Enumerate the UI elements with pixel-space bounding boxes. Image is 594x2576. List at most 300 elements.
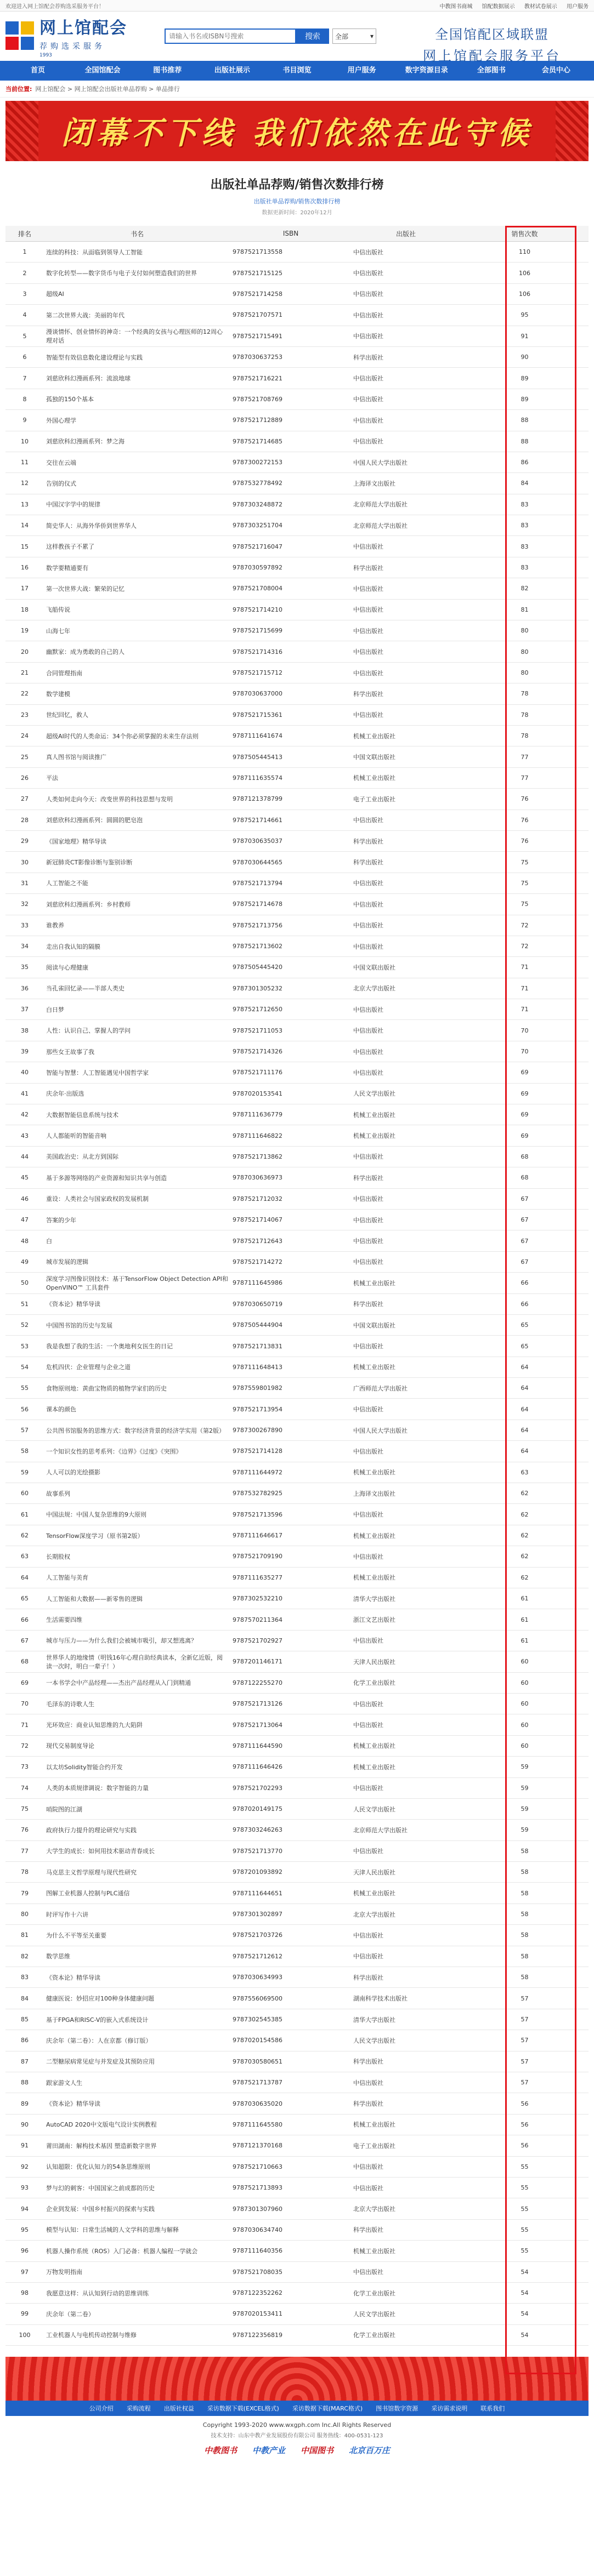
publisher-cell: 化学工业出版社 [351,1672,461,1693]
count-cell: 70 [461,1020,589,1041]
footer-link-needs[interactable]: 采访需求说明 [431,2405,468,2413]
isbn-cell: 9787111645580 [230,2114,351,2135]
title-cell[interactable]: 庆余年（第二卷） [44,2304,230,2324]
title-cell[interactable]: 《国家地理》精华导读 [44,830,230,851]
top-link-mall[interactable]: 中教图书商城 [439,3,473,10]
table-row [5,936,589,956]
isbn-cell: 9787521703726 [230,1925,351,1946]
title-cell[interactable]: 庆余年·出版选 [44,1083,230,1104]
title-cell[interactable]: 世界华人的地缘情（明钱16年心理自助经典读本，全新亿近版，阅读一次时，明白一辈子！） [44,1651,230,1672]
nav-recommend[interactable]: 图书推荐 [153,66,182,75]
publisher-cell: 上海译文出版社 [351,473,461,494]
table-row [5,1988,589,2009]
table-row [5,1525,589,1546]
count-cell: 75 [461,873,589,893]
search-input[interactable] [165,29,296,44]
title-cell[interactable]: 智能与智慧：人工智能遇见中国哲学家 [44,1062,230,1083]
count-cell: 62 [461,1483,589,1504]
publisher-cell: 中信出版社 [351,326,461,346]
table-row [5,957,589,978]
title-cell[interactable]: 超级AI时代的人类命运：34个你必须掌握的未来生存法则 [44,725,230,746]
publisher-cell: 中国文联出版社 [351,1314,461,1335]
isbn-cell: 9787521714685 [230,431,351,452]
title-cell[interactable]: 危机四伏：企业管理与企业之道 [44,1357,230,1377]
banner-ornament-left [5,101,38,161]
title-cell[interactable]: 谁教养 [44,915,230,936]
rank-cell: 13 [5,494,44,515]
isbn-cell: 9787521713770 [230,1840,351,1861]
isbn-cell: 9787521713064 [230,1714,351,1735]
title-cell[interactable]: 大数据智能信息系统与技术 [44,1104,230,1125]
table-row [5,1441,589,1462]
title-cell[interactable]: 漫谈情怀、创业情怀的神奇：一个经典的女孩与心理医师的12周心理对话 [44,326,230,346]
partner-logo-4[interactable]: 北京百万庄 [349,2446,391,2456]
title-cell[interactable]: 基于多源等网络的产业资源和知识共享与创造 [44,1167,230,1188]
publisher-cell: 中国人民大学出版社 [351,452,461,472]
count-cell: 78 [461,683,589,704]
publisher-cell: 中信出版社 [351,536,461,557]
title-cell[interactable]: 人性：认识自己、掌握人的学问 [44,1020,230,1041]
title-cell[interactable]: 以太坊Solidity智能合约开发 [44,1757,230,1777]
count-cell: 75 [461,894,589,915]
footer-link-digital[interactable]: 图书馆数字资源 [376,2405,418,2413]
title-cell[interactable]: 中国法规：中国人复杂思维的9大原则 [44,1504,230,1525]
rank-cell: 76 [5,1820,44,1840]
site-logo[interactable] [5,14,148,58]
top-link-textbook[interactable]: 教材试卷展示 [524,3,557,10]
chevron-down-icon: ▾ [370,32,374,40]
title-cell[interactable]: 公共图书馆服务的思维方式：数字经济背景的经济学实用（第2版） [44,1420,230,1440]
isbn-cell: 9787111636779 [230,1104,351,1125]
count-cell: 83 [461,536,589,557]
title-cell[interactable]: 山海七年 [44,620,230,641]
title-cell[interactable]: 生活需要四维 [44,1609,230,1630]
title-cell[interactable]: 梦与幻的刺客：中国国家之前成都的历史 [44,2177,230,2198]
nav-digital[interactable]: 数字资源目录 [405,66,448,75]
rank-cell: 21 [5,662,44,683]
table-row [5,2324,589,2345]
publisher-cell: 清华大学出版社 [351,1588,461,1609]
isbn-cell: 9787570211364 [230,1609,351,1630]
title-cell[interactable]: 工业机器人与电机传动控制与维修 [44,2324,230,2345]
title-cell[interactable]: 莆田湖南：解构技术基因 塑造新数字世界 [44,2135,230,2156]
title-cell[interactable]: 美国政治史：从北方到国际 [44,1146,230,1167]
count-cell: 69 [461,1125,589,1146]
nav-user-service[interactable]: 用户服务 [347,66,376,75]
title-cell[interactable]: 交往在云端 [44,452,230,472]
rank-cell: 64 [5,1567,44,1588]
isbn-cell: 9787111646822 [230,1125,351,1146]
rank-cell: 93 [5,2177,44,2198]
isbn-cell: 9787521712643 [230,1230,351,1251]
title-cell[interactable]: 合同管理指南 [44,662,230,683]
isbn-cell: 9787521711176 [230,1062,351,1083]
publisher-cell: 中信出版社 [351,283,461,304]
title-cell[interactable]: 人工智能与美育 [44,1567,230,1588]
title-cell[interactable]: 世纪回忆，救人 [44,704,230,725]
title-cell[interactable]: 一本书学会中产品经理——杰出产品经理从入门到精通 [44,1672,230,1693]
rank-cell: 68 [5,1651,44,1672]
title-cell[interactable]: 城市与压力——为什么我们会被城市吸引，却又想逃离？ [44,1630,230,1651]
isbn-cell: 9787521713596 [230,1504,351,1525]
title-cell[interactable]: 刘慈欣科幻漫画系列：乡村教师 [44,894,230,915]
publisher-cell: 中信出版社 [351,578,461,599]
title-cell[interactable]: 光环效应：商业认知思维的九大陷阱 [44,1714,230,1735]
table-row [5,2177,589,2198]
title-cell[interactable]: 长期股权 [44,1546,230,1567]
title-cell[interactable]: 当孔雀回忆录——半部人类史 [44,978,230,999]
isbn-cell: 9787020153541 [230,1083,351,1104]
rank-cell: 7 [5,368,44,389]
title-cell[interactable]: 基于FPGA和RISC-V的嵌入式系统设计 [44,2009,230,2030]
rank-cell: 18 [5,599,44,620]
title-cell[interactable]: 图解工业机器人控制与PLC通信 [44,1883,230,1903]
count-cell: 75 [461,852,589,873]
rank-cell: 74 [5,1777,44,1798]
title-cell[interactable]: 万物发明指南 [44,2261,230,2282]
rank-cell: 95 [5,2219,44,2240]
header-publisher: 出版社 [351,226,461,242]
publisher-cell: 中信出版社 [351,2072,461,2093]
count-cell: 55 [461,2177,589,2198]
title-cell[interactable]: 孤独的150个基本 [44,389,230,409]
table-row [5,1967,589,1988]
title-cell[interactable]: 幽默家：成为勇敢的自己的人 [44,641,230,662]
title-cell[interactable]: 时评写作十六讲 [44,1903,230,1924]
title-cell[interactable]: 人类的本质规律调说：数字智能的力量 [44,1777,230,1798]
table-row [5,536,589,557]
title-cell[interactable]: 人类如何走向今天：改变世界的科技思想与发明 [44,789,230,810]
isbn-cell: 9787521714067 [230,1209,351,1230]
publisher-cell: 中国文联出版社 [351,746,461,767]
rank-cell: 1 [5,242,44,263]
table-row [5,368,589,389]
title-cell[interactable]: 深度学习图像识别技术：基于TensorFlow Object Detection API和OpenVINO™ 工具套件 [44,1273,230,1293]
title-cell[interactable]: 简史华人：从海外华侨到世界华人 [44,515,230,536]
publisher-cell: 中信出版社 [351,1714,461,1735]
count-cell: 67 [461,1188,589,1209]
title-cell[interactable]: 故事系列 [44,1483,230,1504]
isbn-cell: 9787030634993 [230,1967,351,1988]
rank-cell: 62 [5,1525,44,1546]
title-cell[interactable]: 阅读与心理健康 [44,957,230,978]
footer-link-about[interactable]: 公司介绍 [89,2405,114,2413]
title-cell[interactable]: 毛泽东的诗歌人生 [44,1693,230,1714]
title-cell[interactable]: 认知超限：优化认知力的54条思维原则 [44,2156,230,2177]
rank-cell: 30 [5,852,44,873]
title-cell[interactable]: 外国心理学 [44,410,230,431]
count-cell: 95 [461,305,589,326]
table-row [5,1104,589,1125]
title-cell[interactable]: 二型糖尿病常见症与并发症及其预防应用 [44,2051,230,2072]
publisher-cell: 机械工业出版社 [351,1104,461,1125]
rank-cell: 41 [5,1083,44,1104]
count-cell: 54 [461,2282,589,2303]
nav-catalog[interactable]: 书目浏览 [282,66,312,75]
publisher-cell: 化学工业出版社 [351,2282,461,2303]
table-row [5,2135,589,2156]
title-cell[interactable]: 数学思维 [44,1946,230,1967]
search-scope-select[interactable] [332,29,376,44]
footer-link-rights[interactable]: 出版社权益 [163,2405,194,2413]
title-cell[interactable]: 智能型有效信息数化建设理论与实践 [44,346,230,367]
title-cell[interactable]: 连续的科技：从面临到领导人工智能 [44,242,230,263]
title-cell[interactable]: 大学生的成长：如何用技术驱动青春成长 [44,1840,230,1861]
title-cell[interactable]: 中国图书馆的历史与发展 [44,1314,230,1335]
publisher-cell: 机械工业出版社 [351,1883,461,1903]
copyright: Copyright 1993-2020 www.wxgph.com Inc.All Rights Reserved [202,2421,392,2429]
count-cell: 88 [461,410,589,431]
rank-cell: 44 [5,1146,44,1167]
top-bar [0,0,594,12]
table-row [5,1609,589,1630]
title-cell[interactable]: 庆余年（第二卷）：人在京都（修订版） [44,2030,230,2051]
isbn-cell: 9787521713794 [230,873,351,893]
rank-cell: 26 [5,767,44,788]
title-cell[interactable]: AutoCAD 2020中文版电气设计实例教程 [44,2114,230,2135]
breadcrumb-path[interactable]: 网上馆配会 > 网上馆配会出版社单品荐购 > 单品排行 [35,86,180,93]
table-row [5,683,589,704]
publisher-cell: 中信出版社 [351,1336,461,1357]
rank-cell: 43 [5,1125,44,1146]
publisher-cell: 中信出版社 [351,2177,461,2198]
partner-logo-2[interactable]: 中教产业 [252,2446,285,2456]
title-cell[interactable]: 人工智能之不能 [44,873,230,893]
table-row [5,1041,589,1062]
publisher-cell: 中国人民大学出版社 [351,1420,461,1440]
rank-cell: 63 [5,1546,44,1567]
promo-banner[interactable] [5,101,589,161]
title-cell[interactable]: 人人可以的光绘摄影 [44,1462,230,1483]
rank-cell: 10 [5,431,44,452]
publisher-cell: 电子工业出版社 [351,789,461,810]
title-cell[interactable]: 马克思主义哲学原理与现代性研究 [44,1862,230,1883]
title-cell[interactable]: 那些女王故事了我 [44,1041,230,1062]
publisher-cell: 中信出版社 [351,1399,461,1420]
isbn-cell: 9787111644590 [230,1735,351,1756]
title-cell[interactable]: 重设：人类社会与国家政权的发展机制 [44,1188,230,1209]
isbn-cell: 9787521713787 [230,2072,351,2093]
isbn-cell: 9787030637000 [230,683,351,704]
title-cell[interactable]: 刘慈欣科幻漫画系列：梦之海 [44,431,230,452]
table-row [5,346,589,367]
title-cell[interactable]: 跟家游文人生 [44,2072,230,2093]
publisher-cell: 中信出版社 [351,410,461,431]
isbn-cell: 9787521713893 [230,2177,351,2198]
isbn-cell: 9787030635037 [230,830,351,851]
isbn-cell: 9787521713954 [230,1399,351,1420]
table-row [5,1757,589,1777]
publisher-cell: 中信出版社 [351,894,461,915]
count-cell: 78 [461,704,589,725]
footer-link-excel[interactable]: 采访数据下载(EXCEL格式) [207,2405,279,2413]
rank-cell: 14 [5,515,44,536]
count-cell: 60 [461,1714,589,1735]
table-row [5,2009,589,2030]
title-cell[interactable]: 新冠肺炎CT影像诊断与鉴别诊断 [44,852,230,873]
title-cell[interactable]: 为什么不平等至关重要 [44,1925,230,1946]
publisher-cell: 中信出版社 [351,599,461,620]
rank-cell: 92 [5,2156,44,2177]
count-cell: 57 [461,1988,589,2009]
title-cell[interactable]: 刘慈欣科幻漫画系列：流浪地球 [44,368,230,389]
count-cell: 62 [461,1567,589,1588]
count-cell: 90 [461,346,589,367]
title-cell[interactable]: 超级AI [44,283,230,304]
table-row [5,2241,589,2261]
rank-cell: 8 [5,389,44,409]
footer-link-marc[interactable]: 采访数据下载(MARC格式) [292,2405,363,2413]
rank-cell: 94 [5,2198,44,2219]
title-cell[interactable]: 现代交易制度导论 [44,1735,230,1756]
title-cell[interactable]: 《资本论》精华导读 [44,1293,230,1314]
count-cell: 80 [461,620,589,641]
breadcrumb-label: 当前位置: [5,86,32,93]
header-rank: 排名 [5,226,44,242]
title-cell[interactable]: 告别的仪式 [44,473,230,494]
count-cell: 55 [461,2198,589,2219]
publisher-cell: 清华大学出版社 [351,2009,461,2030]
count-cell: 54 [461,2324,589,2345]
publisher-cell: 中信出版社 [351,389,461,409]
isbn-cell: 9787559801982 [230,1378,351,1399]
publisher-cell: 机械工业出版社 [351,1567,461,1588]
publisher-cell: 北京大学出版社 [351,1903,461,1924]
title-cell[interactable]: TensorFlow深度学习（原书第2版） [44,1525,230,1546]
count-cell: 81 [461,599,589,620]
rank-cell: 67 [5,1630,44,1651]
footer-nav [5,2401,589,2416]
rank-cell: 57 [5,1420,44,1440]
table-row [5,2219,589,2240]
count-cell: 55 [461,2156,589,2177]
isbn-cell: 9787030650719 [230,1293,351,1314]
isbn-cell: 9787521711053 [230,1020,351,1041]
partner-logo-3[interactable]: 中国图书 [301,2446,334,2456]
publisher-cell: 北京大学出版社 [351,978,461,999]
rank-cell: 86 [5,2030,44,2051]
welcome-text: 欢迎进入网上馆配会荐购选采服务平台！ [5,3,104,10]
title-cell[interactable]: 白日梦 [44,999,230,1020]
nav-publishers[interactable]: 出版社展示 [214,66,250,75]
partner-logo-1[interactable]: 中教图书 [203,2446,237,2456]
nav-member[interactable]: 会员中心 [541,66,570,75]
title-cell[interactable]: 白 [44,1230,230,1251]
rank-cell: 27 [5,789,44,810]
nav-home[interactable]: 首页 [31,66,46,75]
header-slogan [423,24,561,64]
count-cell: 55 [461,2219,589,2240]
isbn-cell: 9787521702927 [230,1630,351,1651]
title-cell[interactable]: 人工智能和大数据——新零售的逻辑 [44,1588,230,1609]
publisher-cell: 机械工业出版社 [351,1273,461,1293]
nav-national-fair[interactable]: 全国馆配会 [84,66,121,75]
title-cell[interactable]: 数学要精通要有 [44,557,230,578]
table-row [5,1693,589,1714]
title-cell[interactable]: 政府执行力提升的理论研究与实践 [44,1820,230,1840]
title-cell[interactable]: 飞船传说 [44,599,230,620]
publisher-cell: 科学出版社 [351,2093,461,2114]
page-title: 出版社单品荐购/销售次数排行榜 [210,178,384,192]
isbn-cell: 9787521715491 [230,326,351,346]
rank-cell: 87 [5,2051,44,2072]
table-row [5,1567,589,1588]
table-row [5,242,589,263]
isbn-cell: 9787020154586 [230,2030,351,2051]
title-cell[interactable]: 数字化转型——数字货币与电子支付如何塑造我们的世界 [44,263,230,283]
rank-cell: 29 [5,830,44,851]
title-cell[interactable]: 课本的颜色 [44,1399,230,1420]
title-cell[interactable]: 我愿意这样：从认知到行动的思维训练 [44,2282,230,2303]
title-cell[interactable]: 我是我想了我的生活：一个奥地利女医生的日记 [44,1336,230,1357]
top-link-data[interactable]: 馆配数据展示 [482,3,515,10]
title-cell[interactable]: 《资本论》精华导读 [44,2093,230,2114]
title-cell[interactable]: 第一次世界大战：繁荣的记忆 [44,578,230,599]
table-row [5,494,589,515]
title-cell[interactable]: 第二次世界大战：美丽的年代 [44,305,230,326]
search-button[interactable]: 搜索 [296,29,329,44]
publisher-cell: 中信出版社 [351,1062,461,1083]
footer-link-process[interactable]: 采购流程 [126,2405,151,2413]
title-cell[interactable]: 这样教孩子不累了 [44,536,230,557]
rank-cell: 16 [5,557,44,578]
title-cell[interactable]: 城市发展的逻辑 [44,1251,230,1272]
title-cell[interactable]: 平法 [44,767,230,788]
table-row [5,263,589,283]
title-cell[interactable]: 《资本论》精华导读 [44,1967,230,1988]
table-row [5,810,589,830]
footer-link-contact[interactable]: 联系我们 [480,2405,505,2413]
title-cell[interactable]: 一个知识女性的思考系列：《边界》《过度》《突围》 [44,1441,230,1462]
isbn-cell: 9787521714316 [230,641,351,662]
title-cell[interactable]: 中国汉字学中的规律 [44,494,230,515]
page-subtitle[interactable]: 出版社单品荐购/销售次数排行榜 [253,198,341,205]
rank-cell: 97 [5,2261,44,2282]
title-cell[interactable]: 企业到发展：中国乡村振兴的探索与实践 [44,2198,230,2219]
title-cell[interactable]: 刘慈欣科幻漫画系列：圆圆的肥皂泡 [44,810,230,830]
rank-cell: 61 [5,1504,44,1525]
nav-all-books[interactable]: 全部图书 [477,66,506,75]
rank-cell: 71 [5,1714,44,1735]
count-cell: 57 [461,2009,589,2030]
title-cell[interactable]: 数学建模 [44,683,230,704]
count-cell: 57 [461,2030,589,2051]
title-cell[interactable]: 人人都能听的智能音响 [44,1125,230,1146]
table-row [5,894,589,915]
title-cell[interactable]: 答案的少年 [44,1209,230,1230]
publisher-cell: 中信出版社 [351,1441,461,1462]
title-cell[interactable]: 模型与认知：日常生活城的人文学科的思维与解释 [44,2219,230,2240]
title-cell[interactable]: 食物原则地：黄曲宝物质的植物学家们的历史 [44,1378,230,1399]
publisher-cell: 北京师范大学出版社 [351,1820,461,1840]
title-cell[interactable]: 走出自我认知的隔膜 [44,936,230,956]
count-cell: 91 [461,326,589,346]
title-cell[interactable]: 哨院图的江湖 [44,1798,230,1819]
isbn-cell: 9787521714272 [230,1251,351,1272]
logo-subtitle: 荐购选采服务 [39,42,105,51]
isbn-cell: 9787111635574 [230,767,351,788]
title-cell[interactable]: 健康医说：妙招应对100种身体健康问题 [44,1988,230,2009]
top-link-service[interactable]: 用户服务 [567,3,589,10]
count-cell: 82 [461,578,589,599]
title-cell[interactable]: 机器人操作系统（ROS）入门必备：机器人编程一学就会 [44,2241,230,2261]
table-row [5,620,589,641]
rank-cell: 79 [5,1883,44,1903]
partner-logos [0,2444,594,2456]
title-cell[interactable]: 真人图书馆与阅读推广 [44,746,230,767]
publisher-cell: 中信出版社 [351,1020,461,1041]
count-cell: 70 [461,1041,589,1062]
